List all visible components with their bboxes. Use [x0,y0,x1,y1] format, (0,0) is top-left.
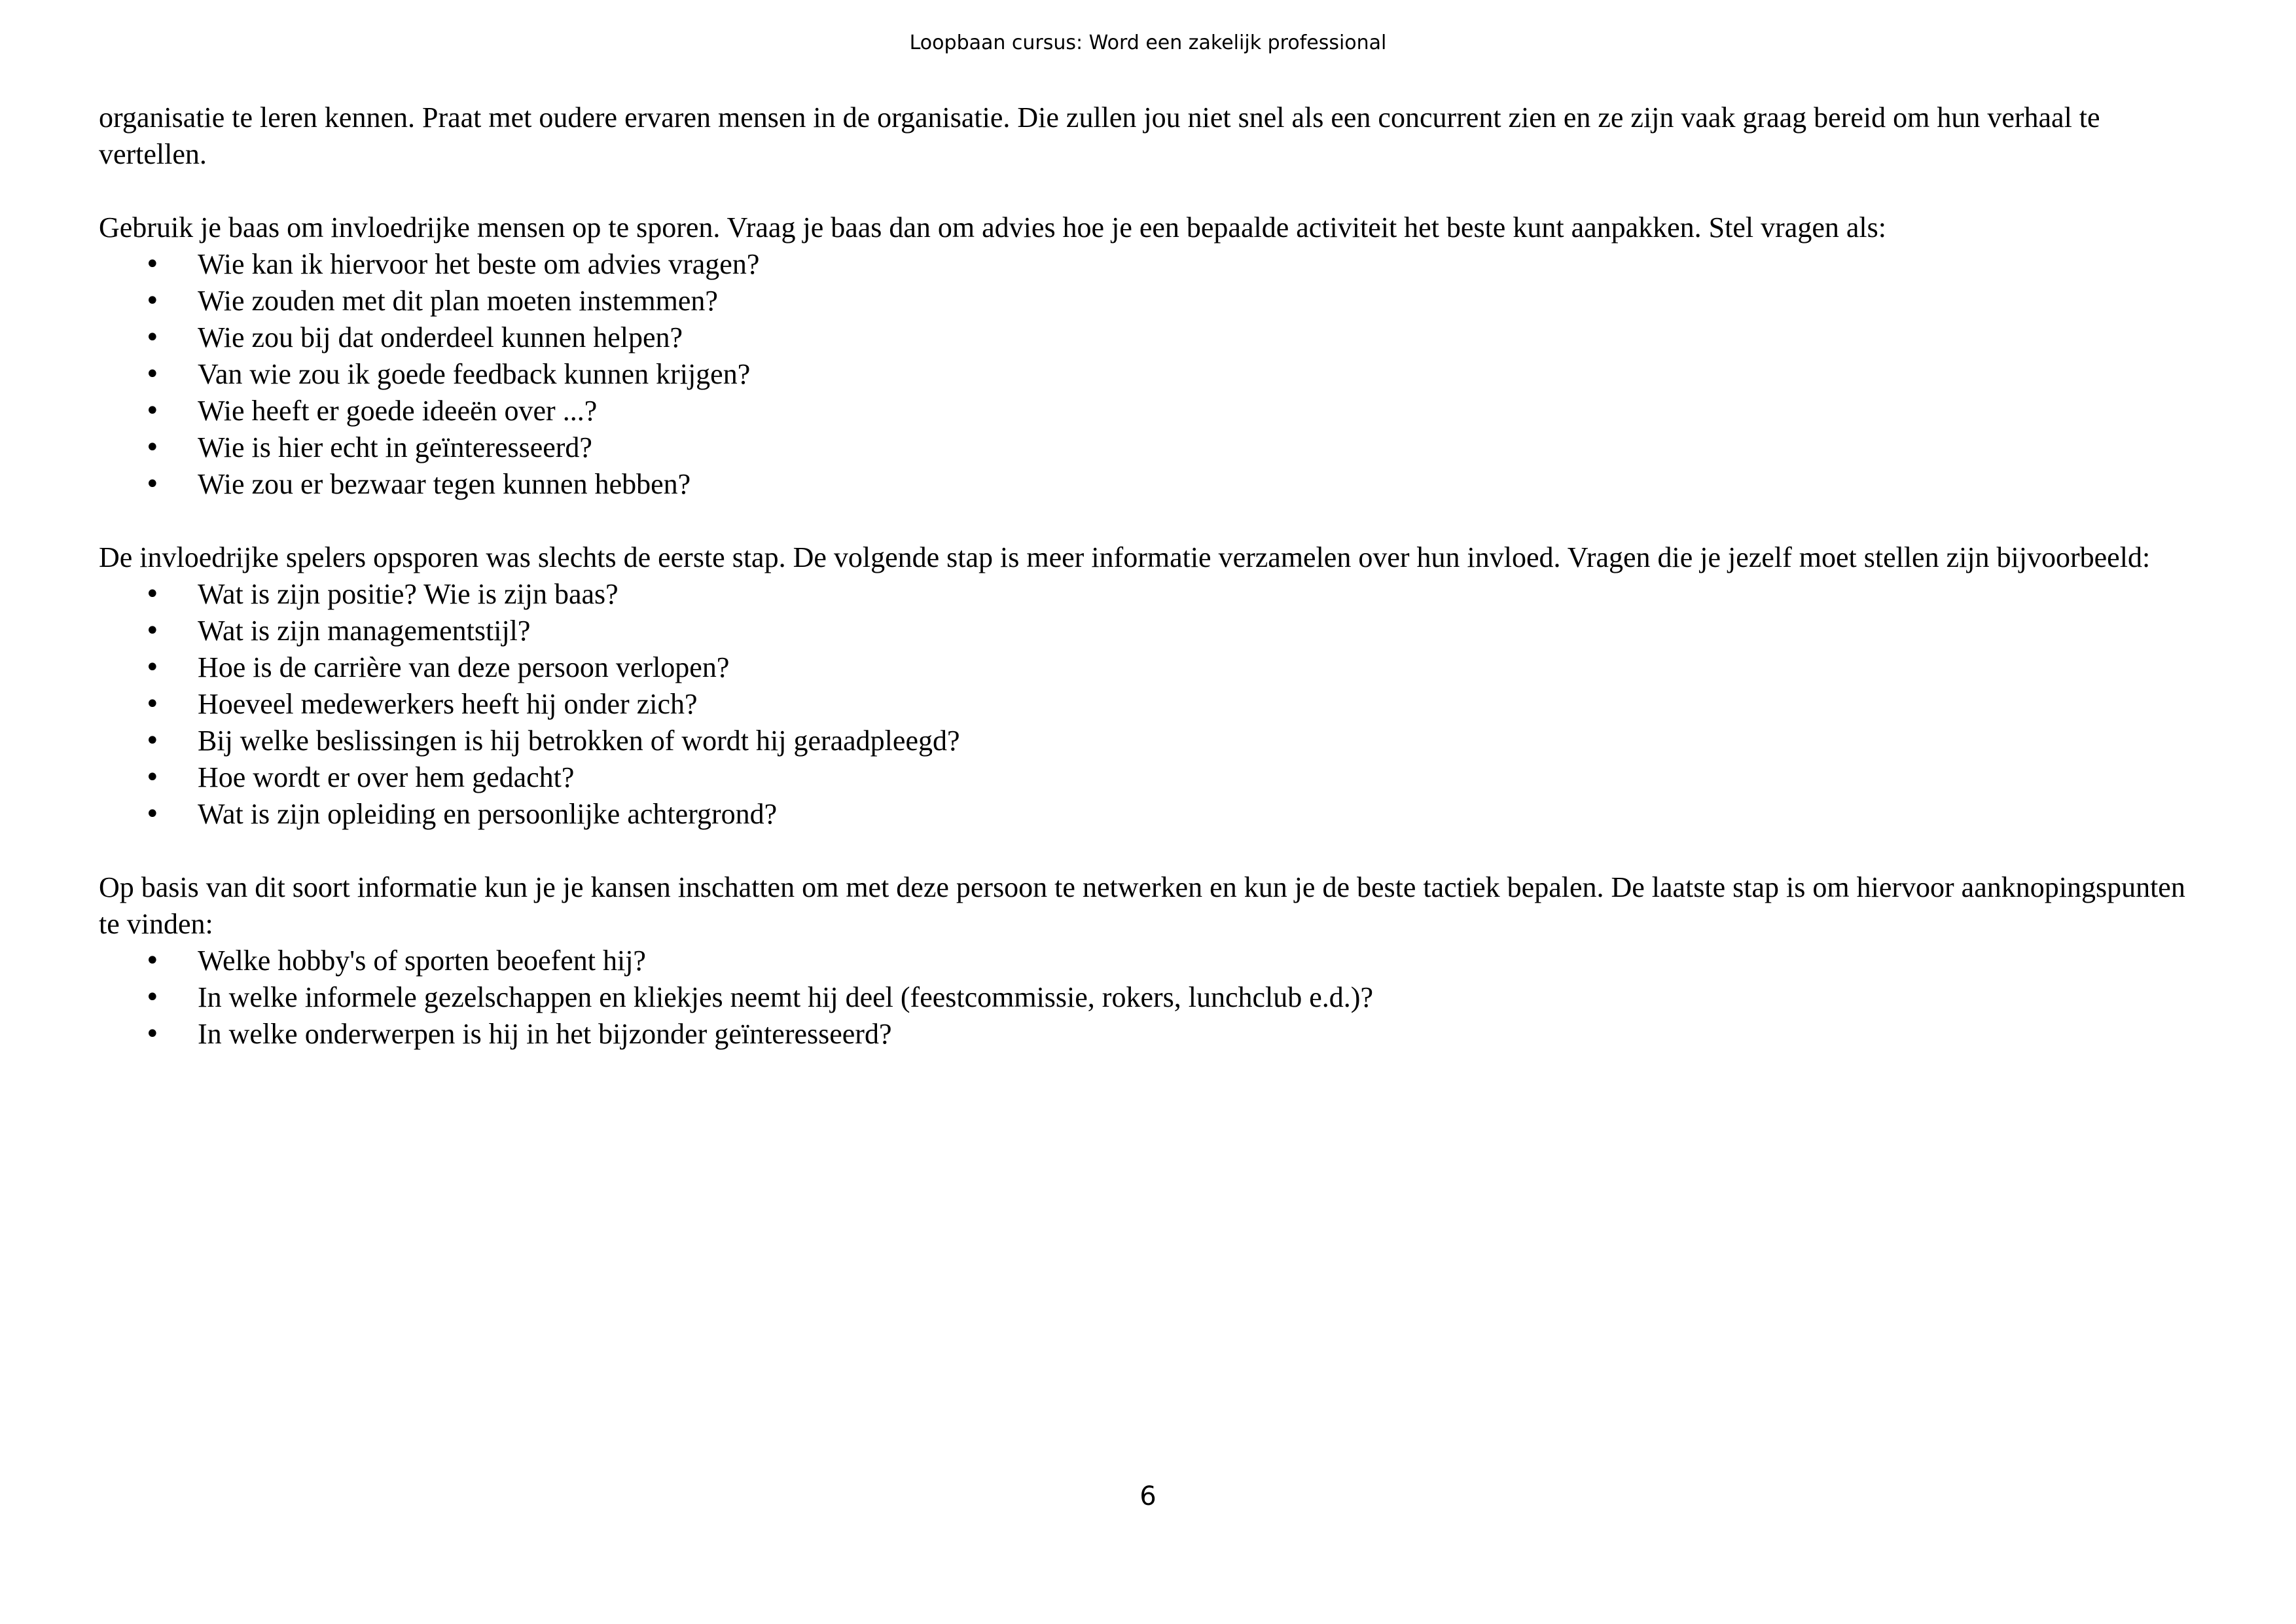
page-header: Loopbaan cursus: Word een zakelijk professional [909,31,1387,54]
bullet-item: • Wat is zijn positie? Wie is zijn baas? [99,576,2200,613]
bullet-item: • Welke hobby's of sporten beoefent hij? [99,943,2200,979]
section1-bullet-list [99,246,2200,503]
bullet-item: • Hoeveel medewerkers heeft hij onder zich? [99,686,2200,723]
bullet-item: • Wie zouden met dit plan moeten instemmen? [99,283,2200,319]
section2-paragraph: De invloedrijke spelers opsporen was slechts de eerste stap. De volgende stap is meer informatie verzamelen over hun invloed. Vragen die je jezelf moet stellen zijn bijvoorbeeld: [99,541,2151,573]
bullet-item: • Wie kan ik hiervoor het beste om advies vragen? [99,246,2200,283]
section3-paragraph: Op basis van dit soort informatie kun je je kansen inschatten om met deze persoon te netwerken en kun je de beste tactiek bepalen. De laatste stap is om hiervoor aanknopingspunten te vinden: [99,871,2185,940]
page-number: 6 [1139,1481,1157,1511]
bullet-item: • Bij welke beslissingen is hij betrokken of wordt hij geraadpleegd? [99,723,2200,759]
bullet-item: • Wie zou er bezwaar tegen kunnen hebben? [99,466,2200,503]
intro-paragraph: organisatie te leren kennen. Praat met oudere ervaren mensen in de organisatie. Die zullen jou niet snel als een concurrent zien en ze zijn vaak graag bereid om hun verhaal te vertellen. [99,101,2100,170]
bullet-item: • Wat is zijn opleiding en persoonlijke achtergrond? [99,796,2200,833]
paragraph-spacer [99,173,2200,209]
bullet-item: • Wie is hier echt in geïnteresseerd? [99,429,2200,466]
bullet-item: • Van wie zou ik goede feedback kunnen krijgen? [99,356,2200,393]
paragraph-spacer [99,503,2200,539]
bullet-item: • Wie zou bij dat onderdeel kunnen helpen? [99,319,2200,356]
bullet-item: • Wat is zijn managementstijl? [99,613,2200,649]
section2-bullet-list [99,576,2200,833]
bullet-item: • Hoe is de carrière van deze persoon verlopen? [99,649,2200,686]
bullet-item: • Hoe wordt er over hem gedacht? [99,759,2200,796]
section3-bullet-list [99,943,2200,1053]
bullet-item: • Wie heeft er goede ideeën over ...? [99,393,2200,429]
section1-paragraph: Gebruik je baas om invloedrijke mensen op te sporen. Vraag je baas dan om advies hoe je een bepaalde activiteit het beste kunt aanpakken. Stel vragen als: [99,211,1886,244]
bullet-item: • In welke informele gezelschappen en kliekjes neemt hij deel (feestcommissie, rokers, lunchclub e.d.)? [99,979,2200,1016]
bullet-item: • In welke onderwerpen is hij in het bijzonder geïnteresseerd? [99,1016,2200,1053]
page-content [99,99,2200,1053]
paragraph-spacer [99,833,2200,869]
